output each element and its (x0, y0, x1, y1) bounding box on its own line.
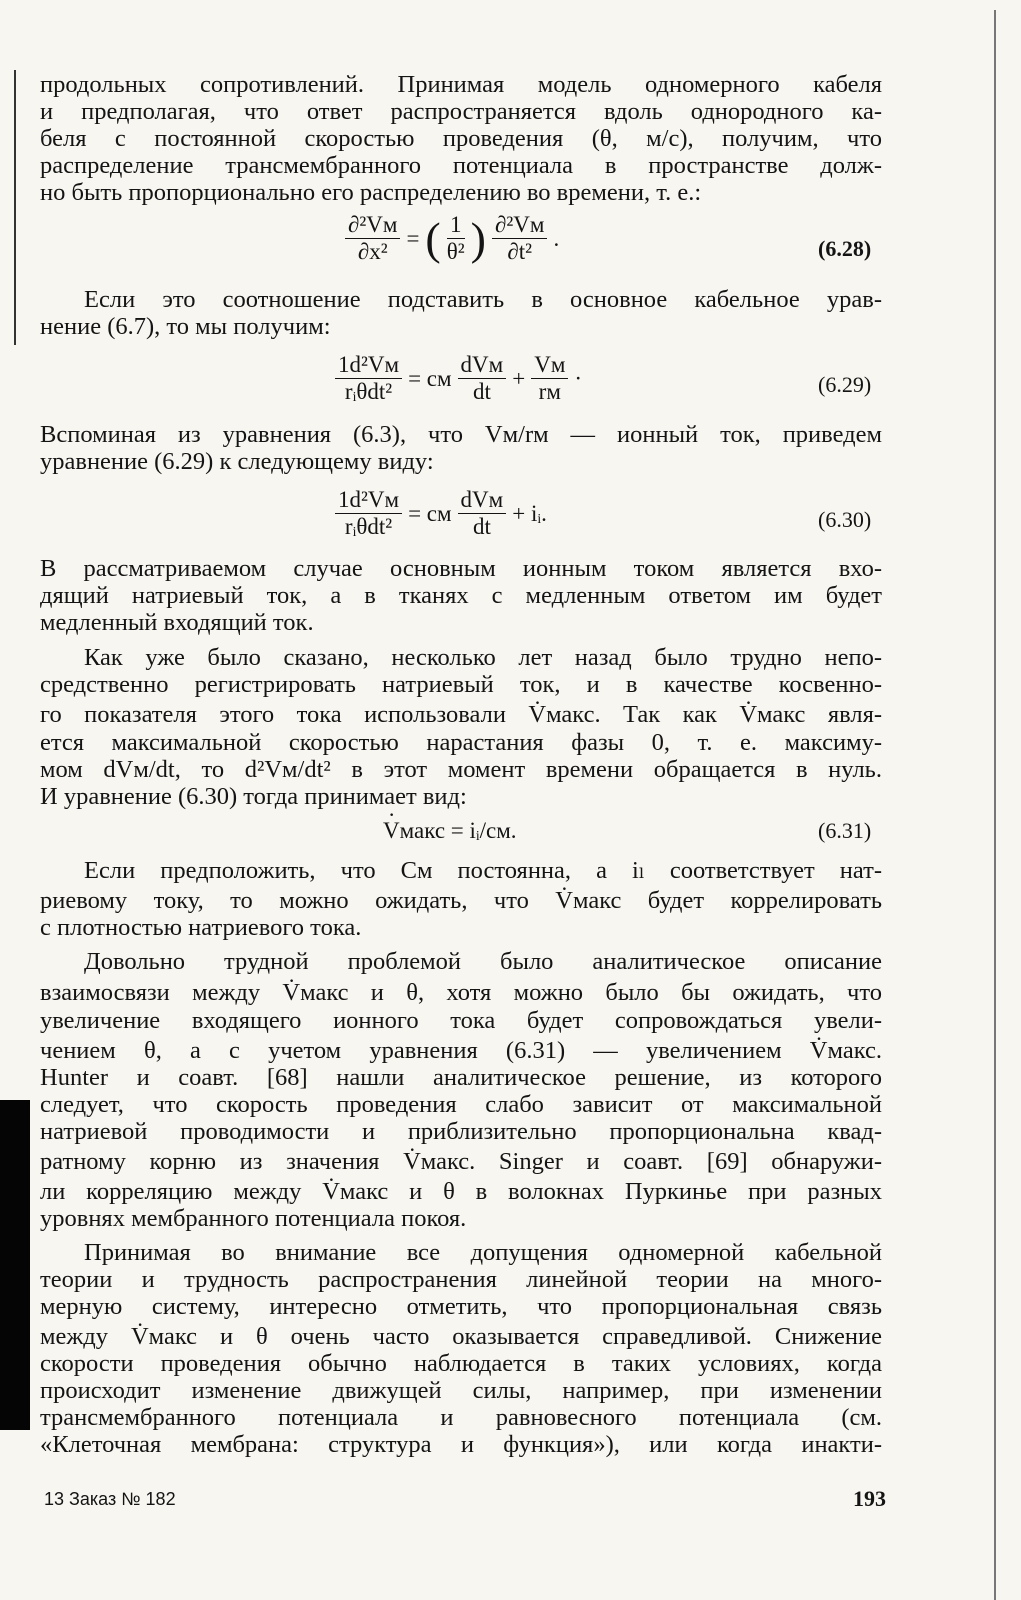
text-line: мом dVм/dt, то d²Vм/dt² в этот момент времени обращается в нуль. (40, 756, 882, 783)
printer-signature: 13 Заказ № 182 (44, 1489, 176, 1509)
text-line: Довольно трудной проблемой было аналитическое описание (84, 948, 882, 975)
text-line: медленный входящий ток. (40, 609, 314, 636)
text-line: го показателя этого тока использовали V̇макс. Так как V̇макс явля- (40, 701, 882, 728)
equation-label: (6.31) (818, 818, 872, 843)
equation-6-29: $\frac{\text{1d²Vм}}{\text{rᵢθdt²}}$ = cм $\frac{\text{dVм}}{dt}$ + $\frac{Vм}{rм}$ · (335, 352, 582, 405)
text-line: и предполагая, что ответ распространяется вдоль однородного ка- (40, 98, 882, 125)
text-line: средственно регистрировать натриевый ток, и в качестве косвенно- (40, 671, 882, 698)
equation-label: (6.29) (818, 372, 872, 397)
text-line: Вспоминая из уравнения (6.3), что Vм/rм — ионный ток, приведем (40, 421, 882, 448)
text-line: уровнях мембранного потенциала покоя. (40, 1205, 467, 1232)
margin-rule-left (14, 70, 16, 345)
text-line: увеличение входящего ионного тока будет сопровождаться увели- (40, 1007, 882, 1034)
page-edge-right (994, 10, 996, 1600)
equation-label: (6.30) (818, 507, 872, 532)
text-line: Hunter и соавт. [68] нашли аналитическое решение, из которого (40, 1064, 882, 1091)
text-line: взаимосвязи между V̇макс и θ, хотя можно было бы ожидать, что (40, 979, 882, 1006)
equation-6-30: $\frac{\text{1d²Vм}}{\text{rᵢθdt²}}$ = cм $\frac{\text{dVм}}{dt}$ + iᵢ. (335, 487, 547, 540)
text-line: мерную систему, интересно отметить, что пропорциональная связь (40, 1293, 882, 1320)
text-line: но быть пропорционально его распределению во времени, т. е.: (40, 179, 702, 206)
text-line: теории и трудность распространения линейной теории на много- (40, 1266, 882, 1293)
text-line: риевому току, то можно ожидать, что V̇макс будет коррелировать (40, 887, 882, 914)
text-line: продольных сопротивлений. Принимая модель одномерного кабеля (40, 71, 882, 98)
equation-6-31: · Vмакс = iᵢ/cм. (383, 818, 517, 844)
text-line: распределение трансмембранного потенциала в пространстве долж- (40, 152, 882, 179)
scan-shadow (0, 1100, 30, 1430)
text-line: следует, что скорость проведения слабо зависит от максимальной (40, 1091, 882, 1118)
text-line: Если предположить, что Cм постоянна, а iₗ соответствует нат- (84, 857, 882, 884)
text-line: Как уже было сказано, несколько лет назад было трудно непо- (84, 644, 882, 671)
text-line: уравнение (6.29) к следующему виду: (40, 448, 434, 475)
text-line: Принимая во внимание все допущения одномерной кабельной (84, 1239, 882, 1266)
text-line: ли корреляцию между V̇макс и θ в волокнах Пуркинье при разных (40, 1178, 882, 1205)
text-line: дящий натриевый ток, а в тканях с медленным ответом им будет (40, 582, 882, 609)
text-line: беля с постоянной скоростью проведения (θ, м/с), получим, что (40, 125, 882, 152)
text-line: ратному корню из значения V̇макс. Singer и соавт. [69] обнаружи- (40, 1148, 882, 1175)
text-line: трансмембранного потенциала и равновесного потенциала (см. (40, 1404, 882, 1431)
equation-label: (6.28) (818, 236, 872, 261)
text-line: «Клеточная мембрана: структура и функция»), или когда инакти- (40, 1431, 882, 1458)
text-line: происходит изменение движущей силы, например, при изменении (40, 1377, 882, 1404)
text-line: между V̇макс и θ очень часто оказывается справедливой. Снижение (40, 1323, 882, 1350)
text-line: нение (6.7), то мы получим: (40, 313, 331, 340)
text-line: натриевой проводимости и приблизительно пропорциональна квад- (40, 1118, 882, 1145)
equation-6-28: $\frac{\text{∂²Vм}}{\text{∂x²}}$ = ( $\frac{1}{\text{θ²}}$ ) $\frac{\text{∂²Vм}}{\text{∂t²}}$ . (345, 212, 559, 265)
text-line: чением θ, а с учетом уравнения (6.31) — увеличением V̇макс. (40, 1037, 882, 1064)
text-line: Если это соотношение подставить в основное кабельное урав- (84, 286, 882, 313)
text-line: с плотностью натриевого тока. (40, 914, 362, 941)
text-line: скорости проведения обычно наблюдается в таких условиях, когда (40, 1350, 882, 1377)
text-line: В рассматриваемом случае основным ионным током является вхо- (40, 555, 882, 582)
text-line: ется максимальной скоростью нарастания фазы 0, т. е. максиму- (40, 729, 882, 756)
text-line: И уравнение (6.30) тогда принимает вид: (40, 783, 467, 810)
page-number: 193 (853, 1486, 886, 1511)
